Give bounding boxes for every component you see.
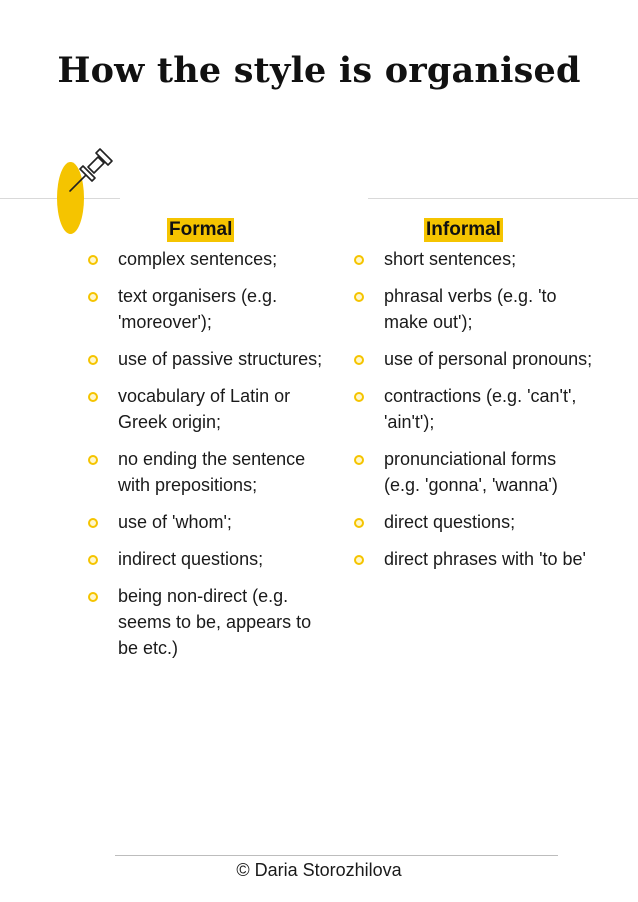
list-item-text: direct phrases with 'to be' xyxy=(384,549,586,569)
circle-bullet-icon xyxy=(354,255,364,265)
circle-bullet-icon xyxy=(354,355,364,365)
circle-bullet-icon xyxy=(354,518,364,528)
list-item-text: text organisers (e.g. 'moreover'); xyxy=(118,286,278,332)
circle-bullet-icon xyxy=(354,555,364,565)
list-item-text: use of 'whom'; xyxy=(118,512,232,532)
informal-heading: Informal xyxy=(426,219,501,240)
list-item xyxy=(88,446,328,498)
list-item xyxy=(88,546,328,572)
list-item xyxy=(354,509,594,535)
footer-divider xyxy=(115,855,558,856)
list-item xyxy=(354,446,594,498)
list-item xyxy=(88,509,328,535)
list-item-text: contractions (e.g. 'can't', 'ain't'); xyxy=(384,386,577,432)
list-item-text: being non-direct (e.g. seems to be, appears to be etc.) xyxy=(118,586,312,658)
list-item xyxy=(354,383,594,435)
pushpin-icon xyxy=(66,143,118,195)
formal-heading: Formal xyxy=(169,219,233,240)
list-item-text: complex sentences; xyxy=(118,249,278,269)
circle-bullet-icon xyxy=(88,455,98,465)
list-item xyxy=(88,283,328,335)
circle-bullet-icon xyxy=(88,592,98,602)
informal-column xyxy=(354,216,594,583)
list-item xyxy=(88,346,328,372)
list-item-text: short sentences; xyxy=(384,249,517,269)
top-divider-right xyxy=(368,198,638,199)
list-item xyxy=(354,283,594,335)
list-item xyxy=(354,346,594,372)
circle-bullet-icon xyxy=(354,292,364,302)
list-item xyxy=(354,246,594,272)
formal-list xyxy=(88,246,328,661)
list-item-text: vocabulary of Latin or Greek origin; xyxy=(118,386,291,432)
list-item-text: no ending the sentence with prepositions; xyxy=(118,449,306,495)
circle-bullet-icon xyxy=(88,555,98,565)
list-item-text: indirect questions; xyxy=(118,549,264,569)
circle-bullet-icon xyxy=(88,355,98,365)
list-item-text: direct questions; xyxy=(384,512,516,532)
list-item xyxy=(354,546,594,572)
circle-bullet-icon xyxy=(88,518,98,528)
list-item xyxy=(88,383,328,435)
list-item-text: pronunciational forms (e.g. 'gonna', 'wanna') xyxy=(384,449,558,495)
list-item-text: use of personal pronouns; xyxy=(384,349,593,369)
list-item xyxy=(88,583,328,661)
formal-column xyxy=(88,216,328,672)
list-item-text: phrasal verbs (e.g. 'to make out'); xyxy=(384,286,557,332)
circle-bullet-icon xyxy=(354,455,364,465)
copyright-footer: © Daria Storozhilova xyxy=(236,860,402,880)
circle-bullet-icon xyxy=(88,255,98,265)
page-title: How the style is organised xyxy=(57,50,581,91)
list-item xyxy=(88,246,328,272)
circle-bullet-icon xyxy=(354,392,364,402)
informal-list xyxy=(354,246,594,572)
circle-bullet-icon xyxy=(88,292,98,302)
circle-bullet-icon xyxy=(88,392,98,402)
list-item-text: use of passive structures; xyxy=(118,349,323,369)
